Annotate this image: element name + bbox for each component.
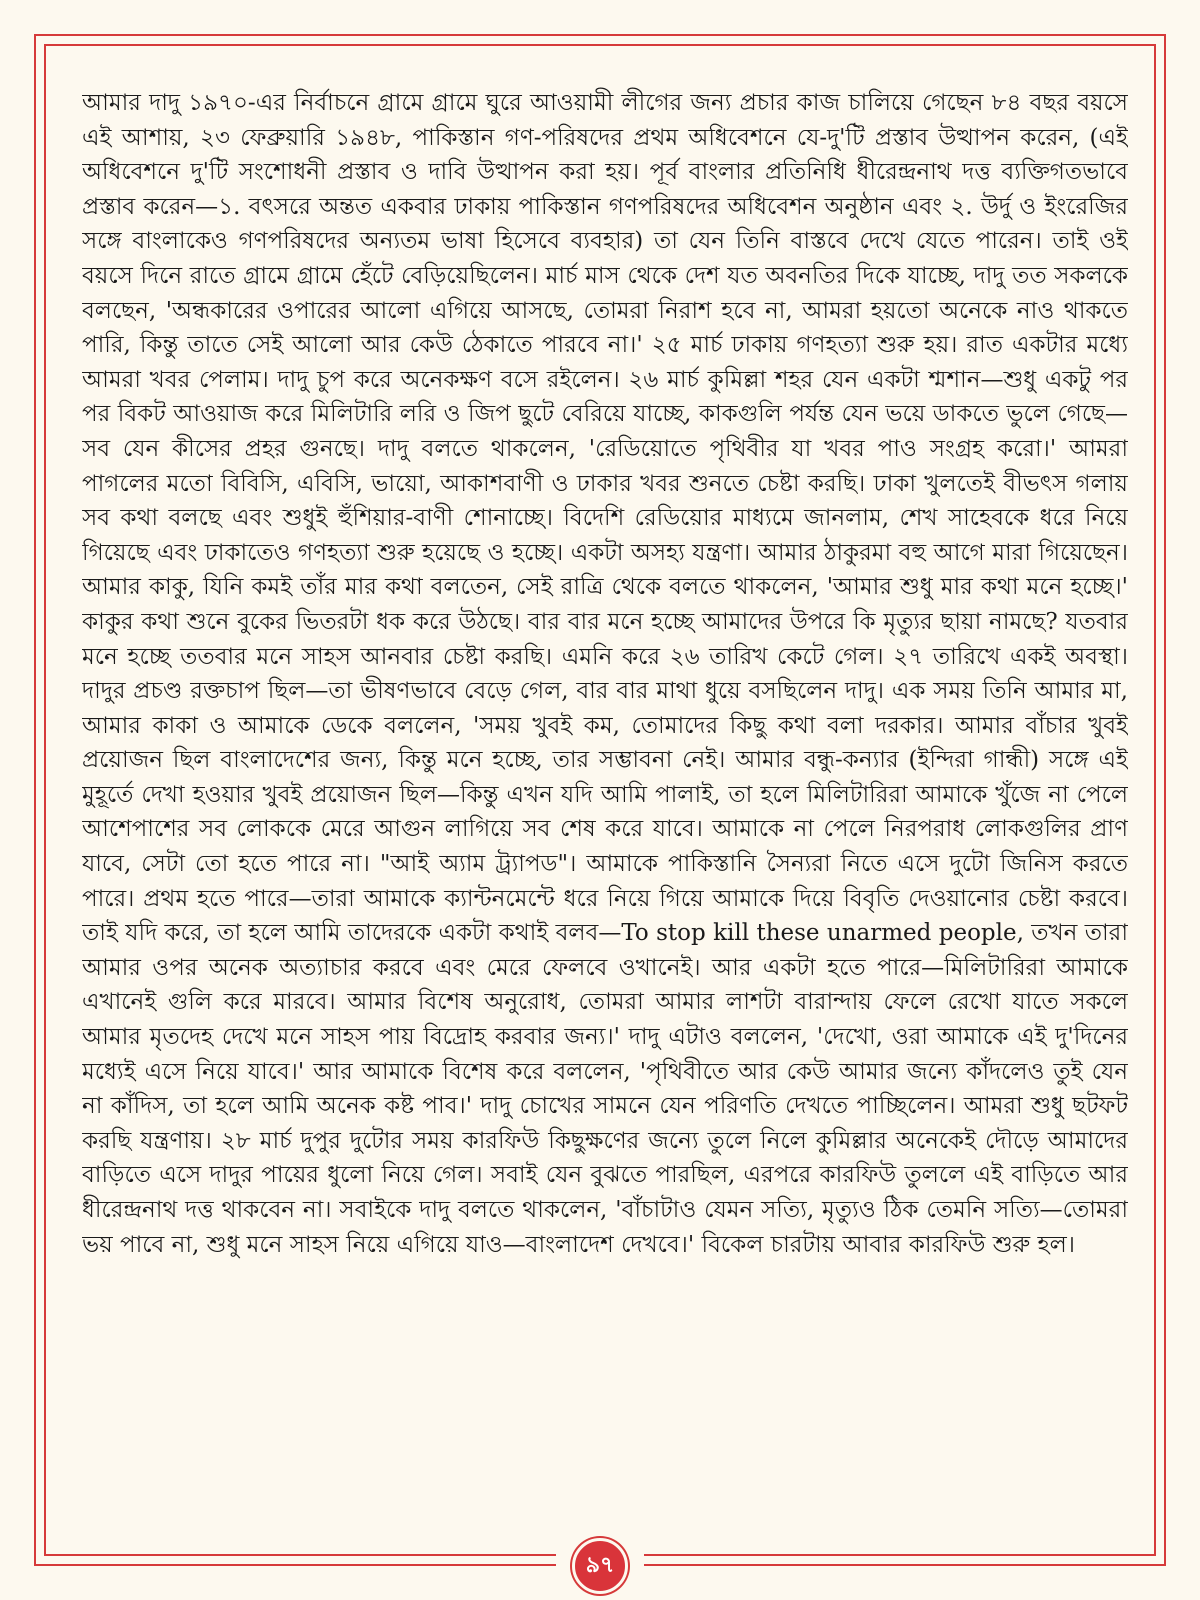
body-paragraph: আমার দাদু ১৯৭০-এর নির্বাচনে গ্রামে গ্রামে ঘুরে আওয়ামী লীগের জন্য প্রচার কাজ চালিয়ে গেছেন ৮৪ বছর বয়সে এই আশায়, ২৩ ফেব্রুয়ারি ১৯৪৮, পাকিস্তান গণ-পরিষদের প্রথম অধিবেশনে যে-দু'টি প্রস্তাব উত্থাপন করেন, (এই অধিবেশনে দু'টি সংশোধনী প্রস্তাব ও দাবি উত্থাপন করা হয়। পূর্ব বাংলার প্রতিনিধি ধীরেন্দ্রনাথ দত্ত ব্যক্তিগতভাবে প্রস্তাব করেন—১. বৎসরে অন্তত একবার ঢাকায় পাকিস্তান গণপরিষদের অধিবেশন অনুষ্ঠান এবং ২. উর্দু ও ইংরেজির সঙ্গে বাংলাকেও গণপরিষদের অন্যতম ভাষা হিসেবে ব্যবহার) তা যেন তিনি বাস্তবে দেখে যেতে পারেন। তাই ওই বয়সে দিনে রাতে গ্রামে গ্রামে হেঁটে বেড়িয়েছিলেন। মার্চ মাস থেকে দেশ যত অবনতির দিকে যাচ্ছে, দাদু তত সকলকে বলছেন, 'অন্ধকারের ওপারের আলো এগিয়ে আসছে, তোমরা নিরাশ হবে না, আমরা হয়তো অনেকে নাও থাকতে পারি, কিন্তু তাতে সেই আলো আর কেউ ঠেকাতে পারবে না।' ২৫ মার্চ ঢাকায় গণহত্যা শুরু হয়। রাত একটার মধ্যে আমরা খবর পেলাম। দাদু চুপ করে অনেকক্ষণ বসে রইলেন। ২৬ মার্চ কুমিল্লা শহর যেন একটা শ্মশান—শুধু একটু পর পর বিকট আওয়াজ করে মিলিটারি লরি ও জিপ ছুটে বেরিয়ে যাচ্ছে, কাকগুলি পর্যন্ত যেন ভয়ে ডাকতে ভুলে গেছে—সব যেন কীসের প্রহর গুনছে। দাদু বলতে থাকলেন, 'রেডিয়োতে পৃথিবীর যা খবর পাও সংগ্রহ করো।' আমরা পাগলের মতো বিবিসি, এবিসি, ভায়ো, আকাশবাণী ও ঢাকার খবর শুনতে চেষ্টা করছি। ঢাকা খুলতেই বীভৎস গলায় সব কথা বলছে এবং শুধুই হুঁশিয়ার-বাণী শোনাচ্ছে। বিদেশি রেডিয়োর মাধ্যমে জানলাম, শেখ সাহেবকে ধরে নিয়ে গিয়েছে এবং ঢাকাতেও গণহত্যা শুরু হয়েছে ও হচ্ছে। একটা অসহ্য যন্ত্রণা। আমার ঠাকুরমা বহু আগে মারা গিয়েছেন। আমার কাকু, যিনি কমই তাঁর মার কথা বলতেন, সেই রাত্রি থেকে বলতে থাকলেন, 'আমার শুধু মার কথা মনে হচ্ছে।' কাকুর কথা শুনে বুকের ভিতরটা ধক করে উঠছে। বার বার মনে হচ্ছে আমাদের উপরে কি মৃত্যুর ছায়া নামছে? যতবার মনে হচ্ছে ততবার মনে সাহস আনবার চেষ্টা করছি। এমনি করে ২৬ তারিখ কেটে গেল। ২৭ তারিখে একই অবস্থা। দাদুর প্রচণ্ড রক্তচাপ ছিল—তা ভীষণভাবে বেড়ে গেল, বার বার মাথা ধুয়ে বসছিলেন দাদু। এক সময় তিনি আমার মা, আমার কাকা ও আমাকে ডেকে বললেন, 'সময় খুবই কম, তোমাদের কিছু কথা বলা দরকার। আমার বাঁচার খুবই প্রয়োজন ছিল বাংলাদেশের জন্য, কিন্তু মনে হচ্ছে, তার সম্ভাবনা নেই। আমার বন্ধু-কন্যার (ইন্দিরা গান্ধী) সঙ্গে এই মুহূর্তে দেখা হওয়ার খুবই প্রয়োজন ছিল—কিন্তু এখন যদি আমি পালাই, তা হলে মিলিটারিরা আমাকে খুঁজে না পেলে আশেপাশের সব লোককে মেরে আগুন লাগিয়ে সব শেষ করে যাবে। আমাকে না পেলে নিরপরাধ লোকগুলির প্রাণ যাবে, সেটা তো হতে পারে না। "আই অ্যাম ট্র্যাপড"। আমাকে পাকিস্তানি সৈন্যরা নিতে এসে দুটো জিনিস করতে পারে। প্রথম হতে পারে—তারা আমাকে ক্যান্টনমেন্টে ধরে নিয়ে গিয়ে আমাকে দিয়ে বিবৃতি দেওয়ানোর চেষ্টা করবে। তাই যদি করে, তা হলে আমি তাদেরকে একটা কথাই বলব—To stop kill these unarmed people, তখন তারা আমার ওপর অনেক অত্যাচার করবে এবং মেরে ফেলবে ওখানেই। আর একটা হতে পারে—মিলিটারিরা আমাকে এখানেই গুলি করে মারবে। আমার বিশেষ অনুরোধ, তোমরা আমার লাশটা বারান্দায় ফেলে রেখো যাতে সকলে আমার মৃতদেহ দেখে মনে সাহস পায় বিদ্রোহ করবার জন্য।' দাদু এটাও বললেন, 'দেখো, ওরা আমাকে এই দু'দিনের মধ্যেই এসে নিয়ে যাবে।' আর আমাকে বিশেষ করে বললেন, 'পৃথিবীতে আর কেউ আমার জন্যে কাঁদলেও তুই যেন না কাঁদিস, তা হলে আমি অনেক কষ্ট পাব।' দাদু চোখের সামনে যেন পরিণতি দেখতে পাচ্ছিলেন। আমরা শুধু ছটফট করছি যন্ত্রণায়। ২৮ মার্চ দুপুর দুটোর সময় কারফিউ কিছুক্ষণের জন্যে তুলে নিলে কুমিল্লার অনেকেই দৌড়ে আমাদের বাড়িতে এসে দাদুর পায়ের ধুলো নিয়ে গেল। সবাই যেন বুঝতে পারছিল, এরপরে কারফিউ তুললে এই বাড়িতে আর ধীরেন্দ্রনাথ দত্ত থাকবেন না। সবাইকে দাদু বলতে থাকলেন, 'বাঁচাটাও যেমন সত্যি, মৃত্যুও ঠিক তেমনি সত্যি—তোমরা ভয় পাবে না, শুধু মনে সাহস নিয়ে এগিয়ে যাও—বাংলাদেশ দেখবে।' বিকেল চারটায় আবার কারফিউ শুরু হল। [82,90,1128,1258]
page-number: ৯৭ [572,1538,628,1594]
